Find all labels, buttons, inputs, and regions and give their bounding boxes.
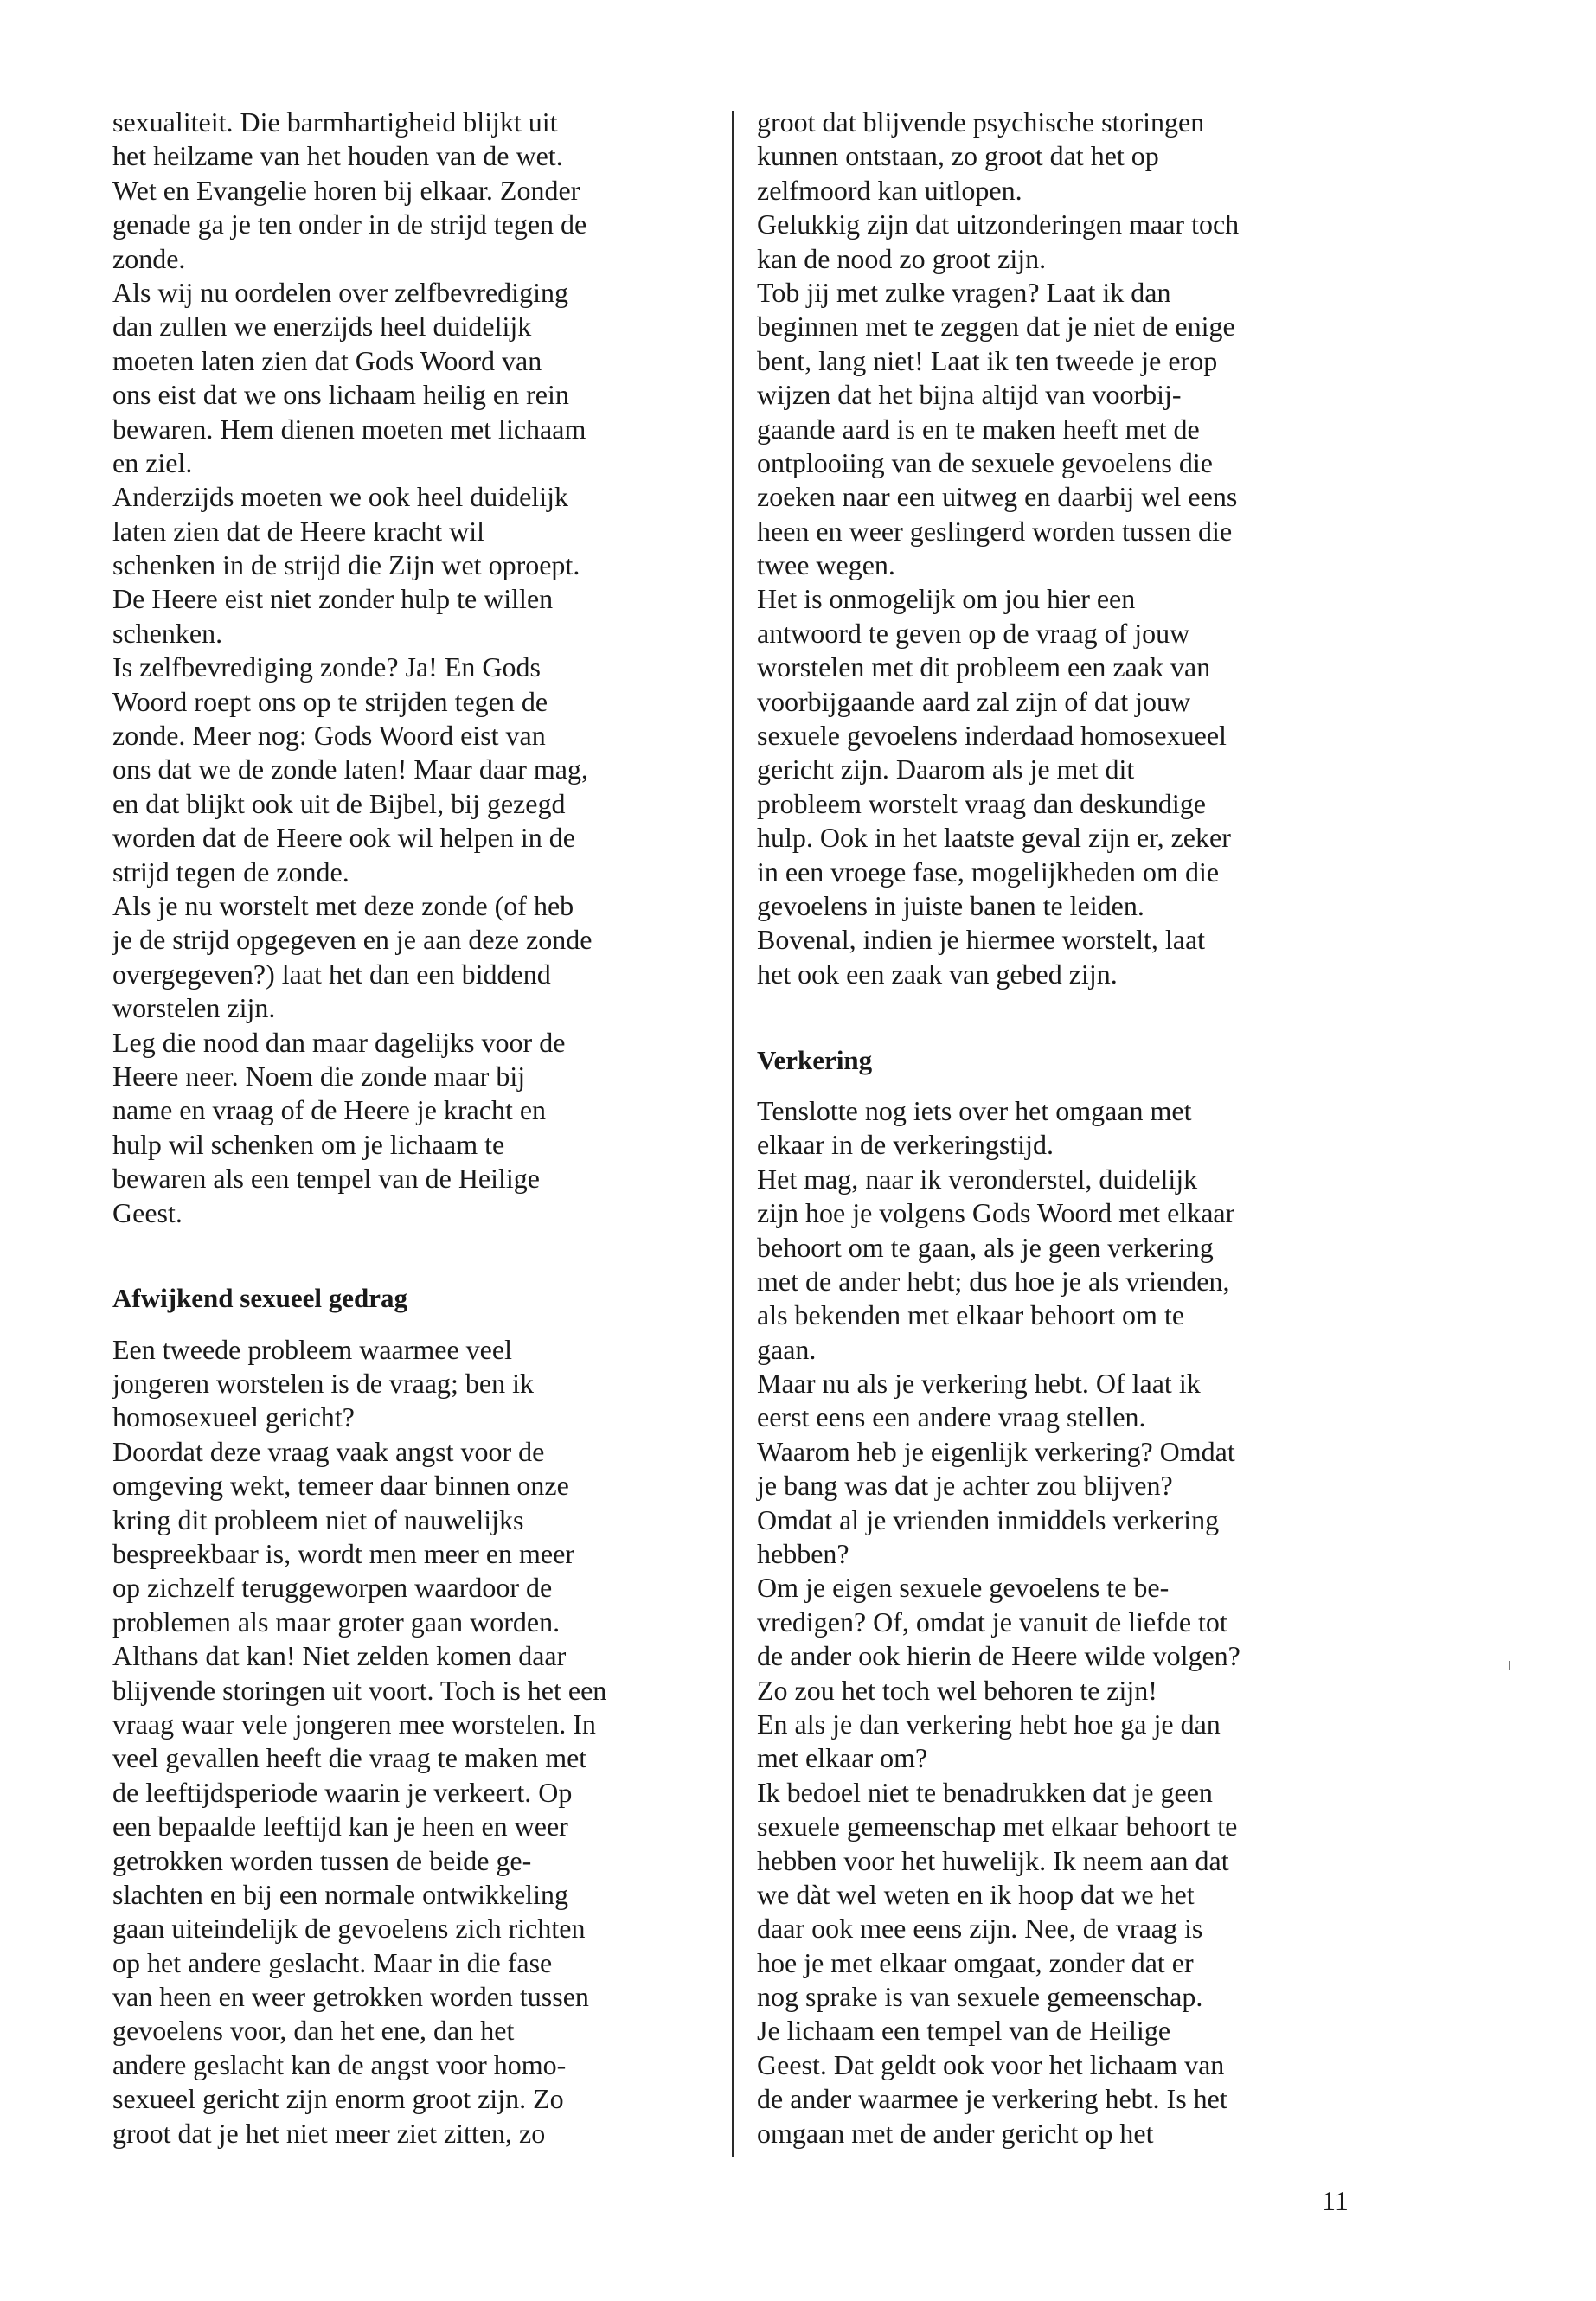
column-divider: [732, 111, 734, 2157]
text-line: in een vroege fase, mogelijkheden om die: [757, 856, 1220, 888]
text-line: Je lichaam een tempel van de Heilige: [757, 2015, 1171, 2047]
right-column: [757, 106, 1378, 2150]
text-line: twee wegen.: [757, 549, 895, 581]
text-line: zonde. Meer nog: Gods Woord eist van: [112, 720, 546, 752]
text-line: een bepaalde leeftijd kan je heen en weer: [112, 1811, 568, 1843]
text-line: gevoelens in juiste banen te leiden.: [757, 889, 1144, 921]
text-line: je de strijd opgegeven en je aan deze zonde: [112, 924, 593, 956]
text-line: strijd tegen de zonde.: [112, 856, 349, 888]
text-line: problemen als maar groter gaan worden.: [112, 1606, 561, 1638]
text-line: wijzen dat het bijna altijd van voorbij-: [757, 379, 1182, 411]
text-line: worstelen met dit probleem een zaak van: [757, 651, 1211, 683]
text-line: de ander ook hierin de Heere wilde volgen?: [757, 1640, 1240, 1672]
text-line: bespreekbaar is, wordt men meer en meer: [112, 1538, 574, 1570]
text-line: sexuele gemeenschap met elkaar behoort te: [757, 1811, 1238, 1843]
text-line: hebben?: [757, 1538, 849, 1570]
text-line: de leeftijdsperiode waarin je verkeert. Op: [112, 1776, 573, 1808]
text-line: op zichzelf teruggeworpen waardoor de: [112, 1572, 553, 1604]
text-line: Heere neer. Noem die zonde maar bij: [112, 1060, 526, 1092]
text-line: worstelen zijn.: [112, 992, 276, 1024]
text-line: Zo zou het toch wel behoren te zijn!: [757, 1674, 1157, 1706]
text-line: heen en weer geslingerd worden tussen die: [757, 515, 1233, 547]
section-heading-afwijkend-sexueel-gedrag: Afwijkend sexueel gedrag: [112, 1283, 407, 1314]
text-line: kunnen ontstaan, zo groot dat het op: [757, 140, 1159, 172]
text-line: Anderzijds moeten we ook heel duidelijk: [112, 481, 568, 513]
paragraph-gap: [112, 1230, 734, 1264]
text-line: dan zullen we enerzijds heel duidelijk: [112, 311, 532, 343]
text-line: De Heere eist niet zonder hulp te willen: [112, 583, 554, 615]
text-line: moeten laten zien dat Gods Woord van: [112, 344, 542, 376]
text-line: genade ga je ten onder in de strijd tegen de: [112, 208, 587, 240]
text-line: Als je nu worstelt met deze zonde (of heb: [112, 889, 574, 921]
text-line: Is zelfbevrediging zonde? Ja! En Gods: [112, 651, 541, 683]
text-line: probleem worstelt vraag dan deskundige: [757, 787, 1206, 819]
text-line: vraag waar vele jongeren mee worstelen. In: [112, 1708, 596, 1740]
text-line: elkaar in de verkeringstijd.: [757, 1129, 1054, 1161]
text-line: andere geslacht kan de angst voor homo-: [112, 2048, 567, 2080]
text-line: Geest. Dat geldt ook voor het lichaam van: [757, 2048, 1225, 2080]
text-line: van heen en weer getrokken worden tussen: [112, 1981, 589, 2013]
text-line: bewaren. Hem dienen moeten met lichaam: [112, 413, 586, 445]
text-line: zelfmoord kan uitlopen.: [757, 174, 1022, 206]
text-line: sexuele gevoelens inderdaad homosexueel: [757, 720, 1227, 752]
text-line: jongeren worstelen is de vraag; ben ik: [112, 1368, 534, 1400]
text-line: getrokken worden tussen de beide ge-: [112, 1844, 532, 1876]
text-line: voorbijgaande aard zal zijn of dat jouw: [757, 685, 1191, 717]
text-line: eerst eens een andere vraag stellen.: [757, 1401, 1146, 1433]
text-line: omgeving wekt, temeer daar binnen onze: [112, 1470, 569, 1502]
text-line: blijvende storingen uit voort. Toch is het een: [112, 1674, 607, 1706]
text-line: Geest.: [112, 1196, 183, 1228]
text-line: gevoelens voor, dan het ene, dan het: [112, 2015, 515, 2047]
text-line: zonde.: [112, 242, 186, 274]
text-line: en dat blijkt ook uit de Bijbel, bij gezegd: [112, 787, 566, 819]
left-text-block-after-heading: [112, 1333, 734, 2150]
text-line: gaande aard is en te maken heeft met de: [757, 413, 1200, 445]
right-text-block: [757, 106, 1378, 991]
text-line: Bovenal, indien je hiermee worstelt, laat: [757, 924, 1206, 956]
text-line: groot dat blijvende psychische storingen: [757, 106, 1205, 138]
text-line: gaan.: [757, 1333, 817, 1365]
text-line: de ander waarmee je verkering hebt. Is het: [757, 2083, 1227, 2115]
text-line: gaan uiteindelijk de gevoelens zich richten: [112, 1913, 586, 1945]
text-line: sexualiteit. Die barmhartigheid blijkt uit: [112, 106, 558, 138]
text-line: Woord roept ons op te strijden tegen de: [112, 685, 548, 717]
text-line: behoort om te gaan, als je geen verkering: [757, 1231, 1214, 1263]
text-line: Tenslotte nog iets over het omgaan met: [757, 1094, 1192, 1126]
text-line: vredigen? Of, omdat je vanuit de liefde tot: [757, 1606, 1227, 1638]
text-line: ons eist dat we ons lichaam heilig en rein: [112, 379, 569, 411]
text-line: groot dat je het niet meer ziet zitten, zo: [112, 2117, 546, 2149]
text-line: Ik bedoel niet te benadrukken dat je geen: [757, 1776, 1213, 1808]
text-line: gericht zijn. Daarom als je met dit: [757, 753, 1135, 785]
text-line: Om je eigen sexuele gevoelens te be-: [757, 1572, 1170, 1604]
paragraph-gap: [757, 991, 1378, 1025]
text-line: Een tweede probleem waarmee veel: [112, 1333, 512, 1365]
text-line: we dàt wel weten en ik hoop dat we het: [757, 1878, 1195, 1910]
text-line: Omdat al je vrienden inmiddels verkering: [757, 1503, 1220, 1535]
text-line: beginnen met te zeggen dat je niet de enige: [757, 311, 1235, 343]
text-line: overgegeven?) laat het dan een biddend: [112, 958, 551, 990]
text-line: sexueel gericht zijn enorm groot zijn. Zo: [112, 2083, 564, 2115]
text-line: Het mag, naar ik veronderstel, duidelijk: [757, 1163, 1198, 1195]
text-line: omgaan met de ander gericht op het: [757, 2117, 1154, 2149]
left-column: [112, 106, 734, 2150]
text-line: Als wij nu oordelen over zelfbevrediging: [112, 276, 568, 308]
text-line: hulp wil schenken om je lichaam te: [112, 1128, 505, 1160]
text-line: homosexueel gericht?: [112, 1401, 355, 1433]
text-line: Althans dat kan! Niet zelden komen daar: [112, 1640, 567, 1672]
text-line: antwoord te geven op de vraag of jouw: [757, 617, 1190, 649]
text-line: je bang was dat je achter zou blijven?: [757, 1470, 1173, 1502]
scan-mark: [1509, 1661, 1510, 1670]
text-line: met de ander hebt; dus hoe je als vrienden,: [757, 1265, 1230, 1297]
text-line: Waarom heb je eigenlijk verkering? Omdat: [757, 1435, 1235, 1467]
page-number: 11: [1322, 2185, 1349, 2216]
text-line: Leg die nood dan maar dagelijks voor de: [112, 1026, 566, 1058]
text-line: als bekenden met elkaar behoort om te: [757, 1299, 1185, 1331]
text-line: daar ook mee eens zijn. Nee, de vraag is: [757, 1913, 1203, 1945]
text-line: Doordat deze vraag vaak angst voor de: [112, 1435, 545, 1467]
text-line: kan de nood zo groot zijn.: [757, 242, 1047, 274]
text-line: Maar nu als je verkering hebt. Of laat ik: [757, 1368, 1201, 1400]
text-line: nog sprake is van sexuele gemeenschap.: [757, 1981, 1203, 2013]
text-line: op het andere geslacht. Maar in die fase: [112, 1946, 553, 1978]
text-line: zijn hoe je volgens Gods Woord met elkaar: [757, 1197, 1235, 1229]
text-line: Gelukkig zijn dat uitzonderingen maar toch: [757, 208, 1240, 240]
text-line: name en vraag of de Heere je kracht en: [112, 1094, 547, 1126]
text-line: hoe je met elkaar omgaat, zonder dat er: [757, 1946, 1194, 1978]
left-text-block: [112, 106, 734, 1230]
text-line: het ook een zaak van gebed zijn.: [757, 958, 1118, 990]
text-line: worden dat de Heere ook wil helpen in de: [112, 822, 575, 854]
section-heading-verkering: Verkering: [757, 1044, 873, 1075]
text-line: zoeken naar een uitweg en daarbij wel eens: [757, 481, 1238, 513]
text-line: kring dit probleem niet of nauwelijks: [112, 1503, 524, 1535]
text-line: Het is onmogelijk om jou hier een: [757, 583, 1136, 615]
text-line: slachten en bij een normale ontwikkeling: [112, 1878, 568, 1910]
right-text-block-after-heading: [757, 1094, 1378, 2150]
text-line: hulp. Ook in het laatste geval zijn er, zeker: [757, 822, 1231, 854]
text-line: het heilzame van het houden van de wet.: [112, 140, 563, 172]
text-line: Tob jij met zulke vragen? Laat ik dan: [757, 276, 1171, 308]
text-line: ontplooiing van de sexuele gevoelens die: [757, 446, 1213, 478]
text-line: schenken in de strijd die Zijn wet oproept.: [112, 549, 580, 581]
text-line: Wet en Evangelie horen bij elkaar. Zonder: [112, 174, 580, 206]
text-line: schenken.: [112, 617, 223, 649]
text-line: veel gevallen heeft die vraag te maken met: [112, 1742, 587, 1774]
text-line: ons dat we de zonde laten! Maar daar mag,: [112, 753, 588, 785]
text-line: bewaren als een tempel van de Heilige: [112, 1163, 540, 1195]
text-line: laten zien dat de Heere kracht wil: [112, 515, 484, 547]
text-line: En als je dan verkering hebt hoe ga je dan: [757, 1708, 1221, 1740]
text-line: met elkaar om?: [757, 1742, 928, 1774]
text-line: bent, lang niet! Laat ik ten tweede je erop: [757, 344, 1218, 376]
text-line: hebben voor het huwelijk. Ik neem aan dat: [757, 1844, 1229, 1876]
text-line: en ziel.: [112, 446, 193, 478]
